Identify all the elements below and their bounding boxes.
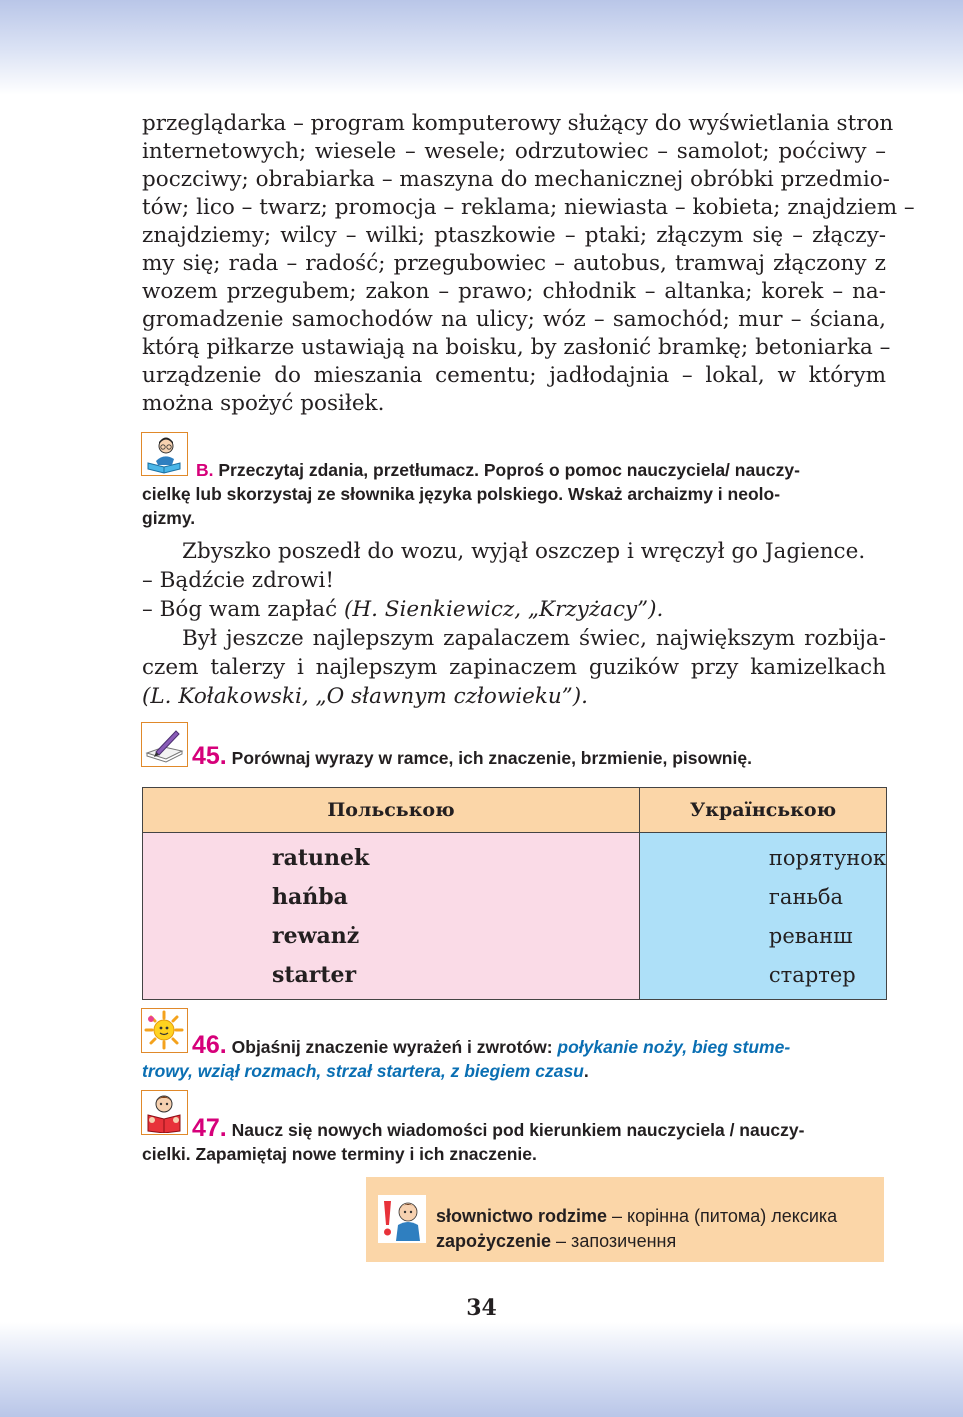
column-header-ukrainian: Українською bbox=[639, 788, 886, 833]
task-46 bbox=[142, 1033, 886, 1083]
task-45 bbox=[142, 744, 886, 770]
intro-line: wozem przegubem; zakon – prawo; chłodnik – altanka; korek – na- bbox=[142, 279, 886, 304]
intro-line: przeglądarka – program komputerowy służący do wyświetlania stron bbox=[142, 111, 894, 136]
note-term: słownictwo rodzime bbox=[436, 1206, 608, 1226]
table-row bbox=[143, 833, 887, 879]
intro-paragraph bbox=[142, 110, 915, 418]
ukrainian-word: ганьба bbox=[639, 878, 886, 917]
task-46-phrases: połykanie noży, bieg stume- bbox=[557, 1037, 791, 1057]
polish-word: starter bbox=[143, 956, 640, 1000]
terminology-note bbox=[366, 1177, 884, 1262]
quote-line: Zbyszko poszedł do wozu, wyjął oszczep i wręczył go Jagience. bbox=[182, 539, 866, 564]
intro-line: tów; lico – twarz; promocja – reklama; niewiasta – kobieta; znajdziem – bbox=[142, 195, 915, 220]
polish-word: rewanż bbox=[143, 917, 640, 956]
intro-line: można spożyć posiłek. bbox=[142, 391, 385, 416]
quote-line: – Bóg wam zapłać bbox=[142, 597, 344, 622]
page-footer-gradient bbox=[0, 1322, 963, 1417]
task-46-end: . bbox=[583, 1061, 589, 1081]
polish-word: ratunek bbox=[143, 833, 640, 879]
task-b bbox=[142, 458, 886, 530]
task-b-text: cielkę lub skorzystaj ze słownika języka polskiego. Wskaż archaizmy i neolo- bbox=[142, 484, 781, 504]
literary-quote bbox=[142, 537, 886, 711]
task-47 bbox=[142, 1116, 886, 1166]
task-47-number: 47. bbox=[192, 1114, 227, 1142]
task-45-number: 45. bbox=[192, 742, 227, 770]
intro-line: urządzenie do mieszania cementu; jadłodajnia – lokal, w którym bbox=[142, 363, 886, 388]
polish-word: hańba bbox=[143, 878, 640, 917]
quote-line: czem talerzy i najlepszym zapinaczem guzików przy kamizelkach bbox=[142, 655, 886, 680]
intro-line: internetowych; wiesele – wesele; odrzutowiec – samolot; poćciwy – bbox=[142, 139, 886, 164]
quote-source: (L. Kołakowski, „O sławnym człowieku”). bbox=[142, 684, 588, 709]
intro-line: gromadzenie samochodów na ulicy; wóz – samochód; mur – ściana, bbox=[142, 307, 886, 332]
task-b-label: B. bbox=[196, 460, 214, 480]
task-47-text: Naucz się nowych wiadomości pod kierunkiem nauczyciela / nauczy- bbox=[231, 1120, 805, 1140]
exclamation-girl-icon bbox=[378, 1195, 426, 1243]
intro-line: znajdziemy; wilcy – wilki; ptaszkowie – ptaki; złączym się – złączy- bbox=[142, 223, 886, 248]
page-header-gradient bbox=[0, 0, 963, 95]
ukrainian-word: стартер bbox=[639, 956, 886, 1000]
table-header-row bbox=[143, 788, 887, 833]
page-number: 34 bbox=[466, 1295, 497, 1321]
column-header-polish: Польською bbox=[143, 788, 640, 833]
task-47-text: cielki. Zapamiętaj nowe terminy i ich znaczenie. bbox=[142, 1144, 537, 1164]
vocabulary-table bbox=[142, 787, 887, 1000]
intro-line: my się; rada – radość; przegubowiec – autobus, tramwaj złączony z bbox=[142, 251, 886, 276]
table-row bbox=[143, 956, 887, 1000]
note-term: zapożyczenie bbox=[436, 1231, 552, 1251]
note-definition: – корінна (питома) лексика bbox=[607, 1206, 838, 1226]
table-row bbox=[143, 878, 887, 917]
task-b-text: Przeczytaj zdania, przetłumacz. Poproś o pomoc nauczyciela/ nauczy- bbox=[218, 460, 800, 480]
table-row bbox=[143, 917, 887, 956]
quote-line: – Bądźcie zdrowi! bbox=[142, 568, 334, 593]
intro-line: poczciwy; obrabiarka – maszyna do mechanicznej obróbki przedmio- bbox=[142, 167, 890, 192]
task-46-number: 46. bbox=[192, 1031, 227, 1059]
ukrainian-word: порятунок bbox=[639, 833, 886, 879]
task-45-text: Porównaj wyrazy w ramce, ich znaczenie, brzmienie, pisownię. bbox=[231, 748, 752, 768]
task-46-text: Objaśnij znaczenie wyrażeń i zwrotów: bbox=[231, 1037, 558, 1057]
note-definition: – запозичення bbox=[551, 1231, 677, 1251]
intro-line: którą piłkarze ustawiają na boisku, by zasłonić bramkę; betoniarka – bbox=[142, 335, 891, 360]
ukrainian-word: реванш bbox=[639, 917, 886, 956]
quote-source: (H. Sienkiewicz, „Krzyżacy”). bbox=[343, 597, 664, 622]
task-b-text: gizmy. bbox=[142, 508, 196, 528]
quote-line: Był jeszcze najlepszym zapalaczem świec, największym rozbija- bbox=[182, 626, 886, 651]
task-46-phrases: trowy, wziął rozmach, strzał startera, z biegiem czasu bbox=[142, 1061, 584, 1081]
